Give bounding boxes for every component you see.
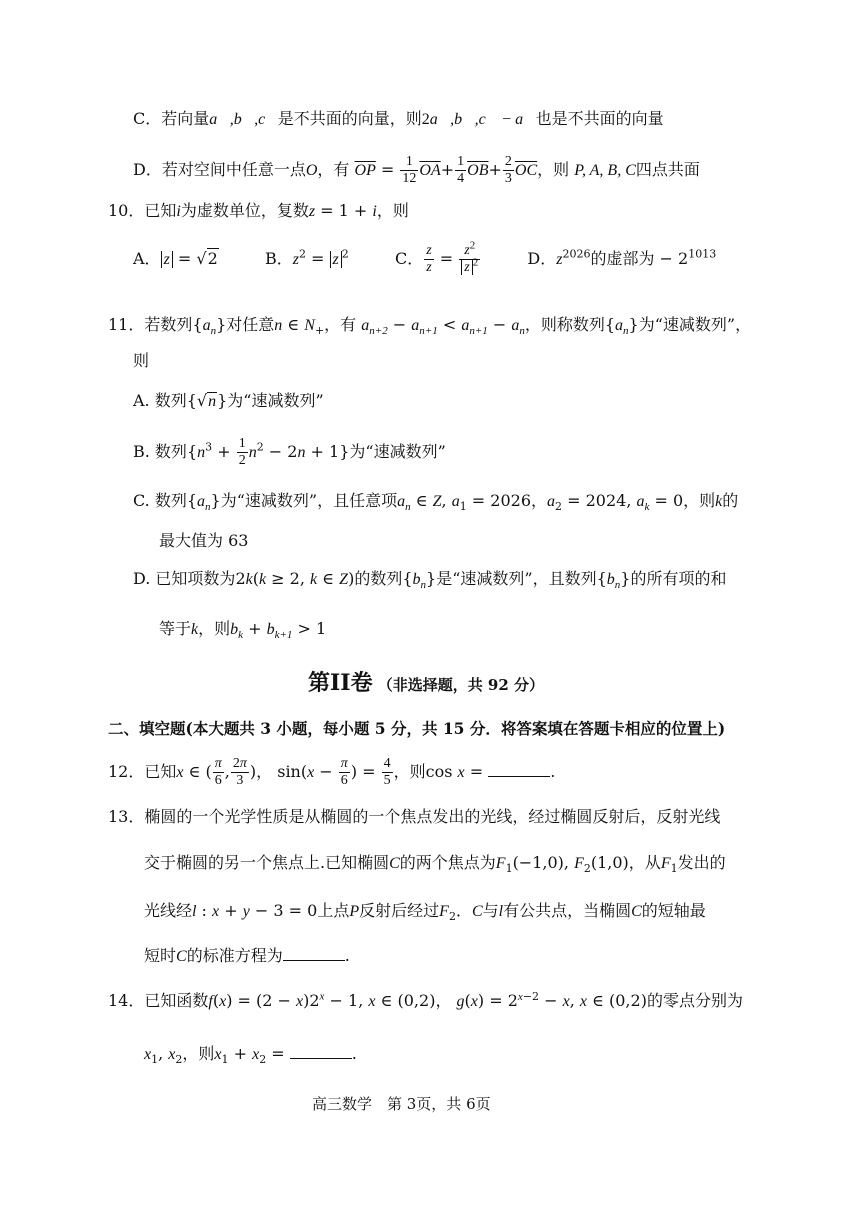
q13-line2-end: 发出的 — [677, 853, 726, 872]
q12-prefix: 12．已知 — [108, 762, 177, 781]
q11-b-prefix: B. 数列 — [133, 442, 187, 461]
q14-mid: ， — [435, 991, 452, 1010]
section2-heading — [308, 668, 544, 698]
q14-line2-mid: ，则 — [182, 1044, 215, 1063]
q10-mid: 为虚数单位，复数 — [180, 201, 309, 220]
q12: 12．已知x ∈ ( $\frac{\pi}{6}$ , $\frac{2\pi}{3}$ )， sin(x − $\frac{\pi}{6}$ ) = $\frac{4}{5}$ ，则cos x = . — [108, 756, 556, 788]
q11-a-suffix: 为“速减数列” — [227, 391, 324, 410]
q13-line4: 短时C的标准方程为 . — [144, 946, 350, 965]
q10-exp-2026: 2026 — [562, 247, 591, 261]
q9-c-prefix: C．若向量 — [133, 109, 210, 128]
q11-c-line2: 最大值为 63 — [159, 531, 249, 550]
q10-opt-b: B． — [264, 249, 293, 268]
q14-prefix: 14．已知函数 — [108, 991, 209, 1010]
q11-mid: 对任意 — [226, 315, 275, 334]
q9-d-end: 四点共面 — [635, 160, 700, 179]
q10-opt-c: C． — [394, 249, 424, 268]
q11-stem: 11．若数列$\{a_n\}$对任意n ∈ $N_+$，有 $a_{n+2} - a_{n+1} < a_{n+1} - a_n$，则称数列$\{a_n\}$为“速减数列”， — [108, 315, 752, 338]
q11-option-a: A. 数列{√n}为“速减数列” — [133, 391, 324, 410]
q13-line3-mid3: ． — [455, 901, 472, 920]
q11-option-b: B. 数列{$n^3$ + $\frac{1}{2}$ $n^2 - 2n + 1$}为“速减数列” — [133, 436, 446, 468]
q12-answer-blank[interactable] — [488, 760, 550, 777]
q11-a-prefix: A. 数列 — [133, 391, 187, 410]
section2-title: 第II卷 — [308, 670, 373, 696]
q13-line3-prefix: 光线经 — [144, 901, 193, 920]
q11-mid2: ，有 — [324, 315, 357, 334]
q11-option-c: C. 数列$\{a_n\}$为“速减数列”，且任意项$a_n$ ∈ Z, $a_1 = 2026$，$a_2 = 2024$, $a_k = 0$，则k的 — [133, 491, 739, 514]
q13-line2-suffix: ，从 — [628, 853, 661, 872]
q13-answer-blank[interactable] — [283, 944, 345, 961]
q10-opt-a: A． — [133, 249, 161, 268]
q10-exp-1013: 1013 — [688, 247, 717, 261]
section2-subtitle: （非选择题，共 92 分） — [377, 676, 545, 694]
q13-line1 — [108, 806, 720, 828]
q9-d-prefix: D．若对空间中任意一点 — [133, 160, 306, 179]
q14-suffix: 的零点分别为 — [646, 991, 743, 1010]
q14-line2: $x_1$, $x_2$，则$x_1 + x_2$ = . — [144, 1044, 357, 1067]
q14-line1: 14．已知函数$f(x) = (2 - x)2^x - 1$, x ∈ (0,2)， $g(x) = 2^{x-2} - x$, x ∈ (0,2)的零点分别为 — [108, 989, 743, 1010]
q11-c-prefix: C. 数列 — [133, 491, 187, 510]
q10-options: A． z = √2 B．$z^2 = z$ $^2$ C． $\frac{z}{z}$ = $\frac{z^2}{z ^2}$ D．$z^{2026}$的虚部为 − $2^{1013}$ — [133, 239, 717, 275]
q11-mid3: ，则称数列 — [524, 315, 605, 334]
q9-option-d: D．若对空间中任意一点O，有 $\overline{OP}$ = $\frac{1}{12}$ $\overline{OA}+$ $\frac{1}{4}$ $\overline{OB}+$ $\frac{2}{3}$ $\overline{OC}$，则 P, A, B, C四点共面 — [133, 154, 700, 186]
q10-opt-d: D． — [527, 249, 557, 268]
q11-suffix: 为“速减数列”， — [638, 315, 752, 334]
page-footer — [312, 1093, 491, 1115]
q13-line2: 交于椭圆的另一个焦点上.已知椭圆C的两个焦点为$F_1(-1,0)$, $F_2(1,0)$，从$F_1$发出的 — [144, 853, 726, 876]
q11-option-c-line2 — [159, 530, 248, 552]
section2-instructions — [108, 718, 725, 740]
q11-d-line2-mid: ，则 — [198, 619, 231, 638]
q11-c-mid: 为“速减数列”，且任意项 — [220, 491, 398, 510]
q12-mid2: ，则 — [393, 762, 426, 781]
q13-line4-mid: 的标准方程为 — [186, 946, 283, 965]
q13-line3-end: 的短轴最 — [641, 901, 706, 920]
q11-d-mid: 的数列 — [354, 569, 403, 588]
q11-d-mid2: 是“速减数列”，且数列 — [436, 569, 597, 588]
q11-d-line2-prefix: 等于 — [159, 619, 192, 638]
footer-text: 高三数学 第 3页，共 6页 — [312, 1095, 491, 1113]
q13-line3-mid5: 有公共点，当椭圆 — [503, 901, 632, 920]
q10-stem: 10．已知i为虚数单位，复数z = 1 + i，则 — [108, 201, 409, 220]
q14-line2-end: . — [351, 1044, 357, 1063]
q11-stem-line2 — [133, 350, 149, 372]
q9-c-vectors: a⃗,b⃗,c⃗ — [209, 111, 278, 128]
q9-d-suffix: ，则 — [537, 160, 570, 179]
q11-d-prefix: D. 已知项数为 — [133, 569, 236, 588]
q9-c-vectors2: 2a⃗,b⃗,c⃗ − a⃗ — [421, 111, 536, 128]
q13-line4-prefix: 短时 — [144, 946, 177, 965]
q9-d-mid: ，有 — [317, 160, 350, 179]
q10-prefix: 10．已知 — [108, 201, 177, 220]
q14-answer-blank[interactable] — [290, 1042, 352, 1059]
q11-prefix: 11．若数列 — [108, 315, 193, 334]
q11-c-suffix: 的 — [722, 491, 739, 510]
q13-line3-mid4: 与 — [482, 901, 499, 920]
q13-line2-mid: 的两个焦点为 — [399, 853, 496, 872]
q9-c-suffix: 也是不共面的向量 — [535, 109, 664, 128]
q11-option-d-line2: 等于k，则$b_k + b_{k+1} > 1$ — [159, 619, 327, 642]
q11-then: 则 — [133, 351, 150, 370]
q13-line3-mid2: 反射后经过 — [359, 901, 440, 920]
q11-b-suffix: 为“速减数列” — [349, 442, 446, 461]
q11-d-suffix: 的所有项的和 — [630, 569, 727, 588]
q13-line3-mid: 上点 — [317, 901, 350, 920]
q11-option-d: D. 已知项数为2k(k ≥ 2, k ∈ Z)的数列$\{b_n\}$是“速减数列”，且数列$\{b_n\}$的所有项的和 — [133, 569, 727, 592]
q12-end: . — [550, 762, 556, 781]
q9-c-mid: 是不共面的向量，则 — [277, 109, 422, 128]
q11-c-mid2: ，则 — [683, 491, 716, 510]
q10-suffix: ，则 — [376, 201, 409, 220]
q9-option-c — [133, 108, 664, 131]
q13-line3: 光线经l : x + y − 3 = 0上点P反射后经过$F_2$．C与l有公共点，当椭圆C的短轴最 — [144, 901, 706, 924]
q13-line4-end: . — [344, 946, 350, 965]
q10-d-text: 的虚部为 — [590, 249, 655, 268]
q13-line1-text: 13．椭圆的一个光学性质是从椭圆的一个焦点发出的光线，经过椭圆反射后，反射光线 — [108, 807, 721, 826]
section2-header-text: 二、填空题(本大题共 3 小题，每小题 5 分，共 15 分．将答案填在答题卡相应的位置上) — [108, 719, 726, 738]
q13-line2-prefix: 交于椭圆的另一个焦点上.已知椭圆 — [144, 853, 390, 872]
q12-mid: ， — [256, 762, 273, 781]
